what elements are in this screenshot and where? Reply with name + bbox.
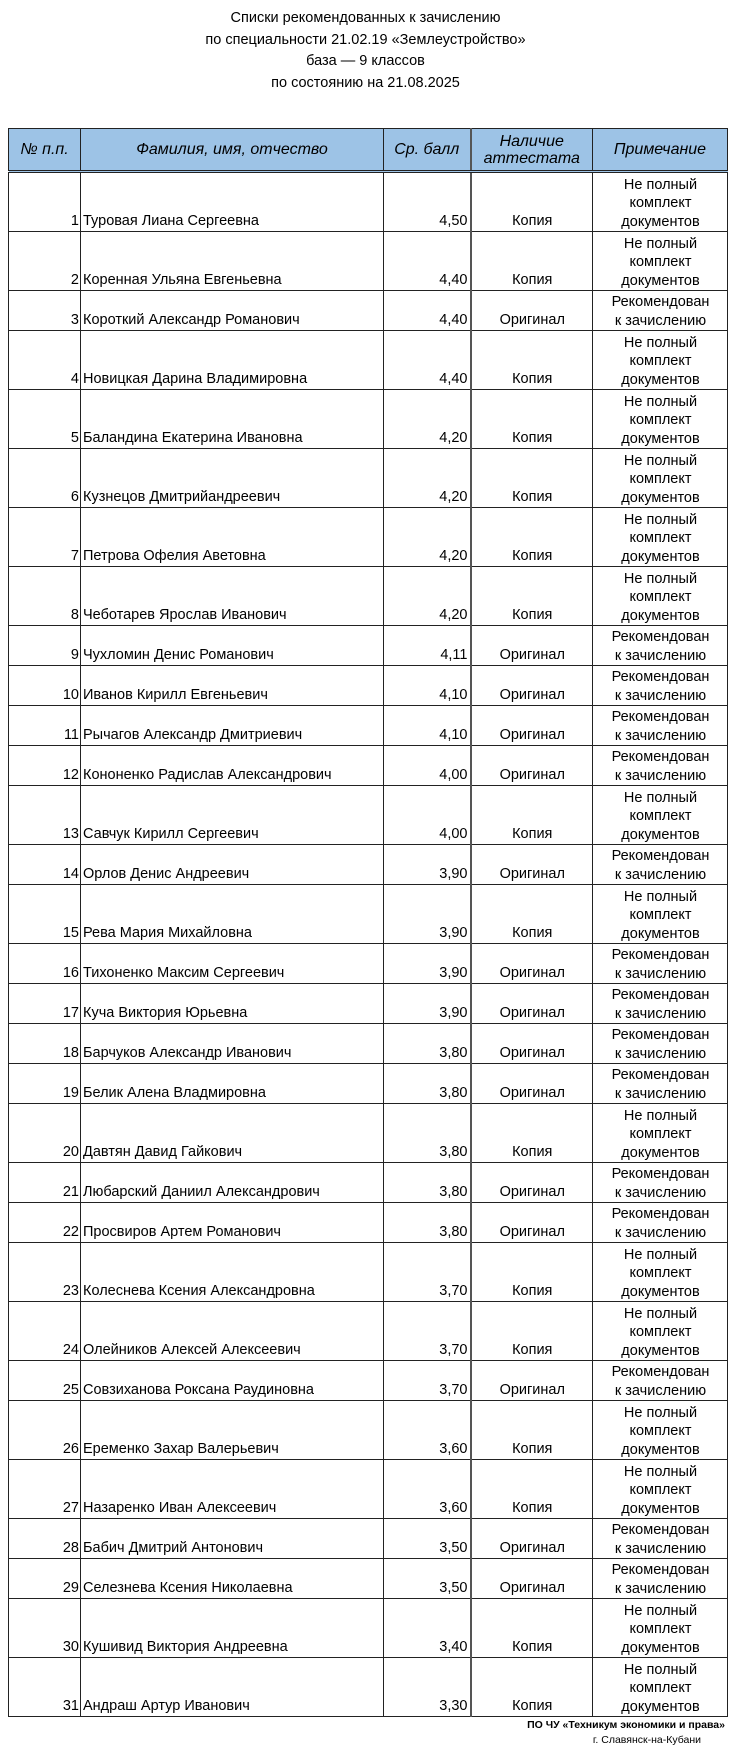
row-number: 29 <box>9 1559 81 1599</box>
row-average-score: 3,80 <box>384 1024 471 1064</box>
row-note <box>593 885 728 944</box>
table-row <box>9 1559 728 1599</box>
row-number: 20 <box>9 1104 81 1163</box>
row-attestat-status: Оригинал <box>471 626 593 666</box>
row-note-line: Рекомендован <box>611 629 710 645</box>
header-attestat-line2: аттестата <box>483 149 580 167</box>
title-line: по состоянию на 21.08.2025 <box>271 74 460 91</box>
row-note-line: Рекомендован <box>611 294 710 310</box>
row-note-line: комплект <box>629 412 692 428</box>
row-note-line: Рекомендован <box>611 749 710 765</box>
row-note-line: Не полный <box>623 1404 698 1421</box>
row-note <box>593 1401 728 1460</box>
row-note-line: комплект <box>629 1680 692 1696</box>
row-average-score: 3,90 <box>384 885 471 944</box>
row-full-name: Чухломин Денис Романович <box>81 626 384 666</box>
row-full-name: Селезнева Ксения Николаевна <box>81 1559 384 1599</box>
row-full-name: Кушивид Виктория Андреевна <box>81 1599 384 1658</box>
row-note-line: Рекомендован <box>611 1206 710 1222</box>
row-note <box>593 1243 728 1302</box>
row-full-name: Коренная Ульяна Евгеньевна <box>81 232 384 291</box>
row-attestat-status: Копия <box>471 567 593 626</box>
row-average-score: 3,90 <box>384 984 471 1024</box>
row-note-line: документов <box>621 548 700 565</box>
row-average-score: 3,80 <box>384 1104 471 1163</box>
table-row <box>9 666 728 706</box>
row-attestat-status: Копия <box>471 1460 593 1519</box>
row-note-line: Не полный <box>623 452 698 469</box>
row-average-score: 3,90 <box>384 845 471 885</box>
row-note-line: Не полный <box>623 888 698 905</box>
table-row <box>9 1243 728 1302</box>
row-note-line: к зачислению <box>614 687 707 704</box>
row-average-score: 3,40 <box>384 1599 471 1658</box>
row-note-line: документов <box>621 1698 700 1715</box>
row-attestat-status: Оригинал <box>471 1064 593 1104</box>
row-note-line: Рекомендован <box>611 1027 710 1043</box>
table-row <box>9 1599 728 1658</box>
row-number: 26 <box>9 1401 81 1460</box>
row-full-name: Бабич Дмитрий Антонович <box>81 1519 384 1559</box>
header-note: Примечание <box>593 129 728 172</box>
row-note-line: документов <box>621 272 700 289</box>
row-note-line: Рекомендован <box>611 848 710 864</box>
table-row <box>9 331 728 390</box>
row-attestat-status: Оригинал <box>471 706 593 746</box>
row-full-name: Рева Мария Михайловна <box>81 885 384 944</box>
row-average-score: 4,10 <box>384 706 471 746</box>
row-attestat-status: Копия <box>471 885 593 944</box>
row-note-line: Рекомендован <box>611 1522 710 1538</box>
header-num: № п.п. <box>9 129 81 172</box>
row-attestat-status: Копия <box>471 1401 593 1460</box>
table-row <box>9 567 728 626</box>
row-note-line: к зачислению <box>614 1005 707 1022</box>
row-average-score: 4,40 <box>384 291 471 331</box>
row-note-line: к зачислению <box>614 1540 707 1557</box>
row-full-name: Барчуков Александр Иванович <box>81 1024 384 1064</box>
row-number: 3 <box>9 291 81 331</box>
row-note <box>593 706 728 746</box>
row-note-line: Рекомендован <box>611 1166 710 1182</box>
header-attestat-line1: Наличие <box>499 132 564 150</box>
row-note-line: к зачислению <box>614 1045 707 1062</box>
row-full-name: Чеботарев Ярослав Иванович <box>81 567 384 626</box>
row-attestat-status: Копия <box>471 1658 593 1717</box>
row-full-name: Кузнецов Дмитрийандреевич <box>81 449 384 508</box>
row-note <box>593 1559 728 1599</box>
row-note-line: Рекомендован <box>611 1067 710 1083</box>
row-attestat-status: Копия <box>471 1104 593 1163</box>
row-note-line: к зачислению <box>614 1224 707 1241</box>
footer-organization: ПО ЧУ «Техникум экономики и права» <box>527 1719 725 1731</box>
row-attestat-status: Копия <box>471 172 593 232</box>
row-note-line: к зачислению <box>614 647 707 664</box>
row-full-name: Еременко Захар Валерьевич <box>81 1401 384 1460</box>
table-row <box>9 172 728 232</box>
row-attestat-status: Копия <box>471 1599 593 1658</box>
row-note-line: комплект <box>629 254 692 270</box>
row-full-name: Иванов Кирилл Евгеньевич <box>81 666 384 706</box>
row-number: 22 <box>9 1203 81 1243</box>
table-row <box>9 1163 728 1203</box>
applicants-table <box>8 128 728 1717</box>
row-number: 11 <box>9 706 81 746</box>
table-row <box>9 1519 728 1559</box>
row-note <box>593 1599 728 1658</box>
row-note-line: комплект <box>629 1324 692 1340</box>
row-average-score: 4,00 <box>384 786 471 845</box>
row-note <box>593 1519 728 1559</box>
row-note-line: к зачислению <box>614 1382 707 1399</box>
document-title <box>0 8 731 94</box>
row-average-score: 3,70 <box>384 1361 471 1401</box>
table-row <box>9 232 728 291</box>
row-average-score: 3,60 <box>384 1401 471 1460</box>
row-note-line: документов <box>621 925 700 942</box>
row-average-score: 3,70 <box>384 1302 471 1361</box>
row-average-score: 3,80 <box>384 1163 471 1203</box>
row-attestat-status: Оригинал <box>471 1519 593 1559</box>
row-full-name: Туровая Лиана Сергеевна <box>81 172 384 232</box>
row-average-score: 4,11 <box>384 626 471 666</box>
row-note <box>593 845 728 885</box>
row-note-line: Не полный <box>623 1661 698 1678</box>
row-note-line: Не полный <box>623 235 698 252</box>
table-row <box>9 885 728 944</box>
row-number: 14 <box>9 845 81 885</box>
row-number: 30 <box>9 1599 81 1658</box>
header-attestat <box>471 129 593 172</box>
row-number: 6 <box>9 449 81 508</box>
table-row <box>9 1361 728 1401</box>
table-row <box>9 390 728 449</box>
row-note-line: документов <box>621 213 700 230</box>
row-note <box>593 1460 728 1519</box>
row-average-score: 3,50 <box>384 1559 471 1599</box>
row-note <box>593 1203 728 1243</box>
row-note-line: Не полный <box>623 1305 698 1322</box>
row-attestat-status: Оригинал <box>471 746 593 786</box>
row-note <box>593 1024 728 1064</box>
row-number: 12 <box>9 746 81 786</box>
row-note-line: к зачислению <box>614 767 707 784</box>
row-average-score: 4,50 <box>384 172 471 232</box>
row-number: 23 <box>9 1243 81 1302</box>
title-line: по специальности 21.02.19 «Землеустройство» <box>205 31 526 48</box>
row-average-score: 3,80 <box>384 1064 471 1104</box>
row-note-line: комплект <box>629 808 692 824</box>
row-note <box>593 786 728 845</box>
row-full-name: Куча Виктория Юрьевна <box>81 984 384 1024</box>
row-note-line: документов <box>621 371 700 388</box>
row-note <box>593 1658 728 1717</box>
row-attestat-status: Копия <box>471 390 593 449</box>
row-attestat-status: Копия <box>471 449 593 508</box>
row-attestat-status: Оригинал <box>471 1163 593 1203</box>
row-note <box>593 1163 728 1203</box>
row-number: 21 <box>9 1163 81 1203</box>
row-full-name: Орлов Денис Андреевич <box>81 845 384 885</box>
row-note-line: к зачислению <box>614 727 707 744</box>
row-note-line: комплект <box>629 589 692 605</box>
row-average-score: 4,20 <box>384 449 471 508</box>
table-row <box>9 1104 728 1163</box>
row-number: 4 <box>9 331 81 390</box>
row-note-line: комплект <box>629 1482 692 1498</box>
row-average-score: 3,70 <box>384 1243 471 1302</box>
footer-city: г. Славянск-на-Кубани <box>592 1734 701 1746</box>
table-row <box>9 1203 728 1243</box>
table-row <box>9 508 728 567</box>
row-number: 19 <box>9 1064 81 1104</box>
title-line: база — 9 классов <box>306 53 425 69</box>
row-note <box>593 746 728 786</box>
row-full-name: Андраш Артур Иванович <box>81 1658 384 1717</box>
row-note-line: Рекомендован <box>611 1562 710 1578</box>
row-attestat-status: Оригинал <box>471 1203 593 1243</box>
table-row <box>9 1460 728 1519</box>
table-row <box>9 1064 728 1104</box>
row-average-score: 4,20 <box>384 390 471 449</box>
row-note-line: комплект <box>629 1423 692 1439</box>
row-attestat-status: Оригинал <box>471 984 593 1024</box>
row-attestat-status: Копия <box>471 232 593 291</box>
row-number: 1 <box>9 172 81 232</box>
row-note <box>593 1361 728 1401</box>
row-note-line: комплект <box>629 907 692 923</box>
row-note-line: Рекомендован <box>611 987 710 1003</box>
row-note-line: Рекомендован <box>611 669 710 685</box>
row-note <box>593 172 728 232</box>
row-number: 8 <box>9 567 81 626</box>
row-note-line: Не полный <box>623 334 698 351</box>
row-average-score: 4,40 <box>384 232 471 291</box>
footer <box>527 1718 725 1748</box>
row-note-line: документов <box>621 1283 700 1300</box>
row-note <box>593 390 728 449</box>
row-note-line: документов <box>621 489 700 506</box>
row-note-line: комплект <box>629 1265 692 1281</box>
table-row <box>9 944 728 984</box>
row-note <box>593 1064 728 1104</box>
row-note-line: комплект <box>629 1621 692 1637</box>
table-row <box>9 786 728 845</box>
row-number: 10 <box>9 666 81 706</box>
row-note-line: документов <box>621 1144 700 1161</box>
table-row <box>9 984 728 1024</box>
header-name: Фамилия, имя, отчество <box>81 129 384 172</box>
row-note <box>593 449 728 508</box>
row-note <box>593 232 728 291</box>
row-attestat-status: Оригинал <box>471 944 593 984</box>
table-row <box>9 706 728 746</box>
row-note-line: документов <box>621 826 700 843</box>
row-note-line: к зачислению <box>614 1184 707 1201</box>
row-attestat-status: Оригинал <box>471 1024 593 1064</box>
row-full-name: Баландина Екатерина Ивановна <box>81 390 384 449</box>
row-full-name: Давтян Давид Гайкович <box>81 1104 384 1163</box>
row-number: 7 <box>9 508 81 567</box>
row-note-line: к зачислению <box>614 965 707 982</box>
row-number: 2 <box>9 232 81 291</box>
row-number: 17 <box>9 984 81 1024</box>
row-note <box>593 567 728 626</box>
row-full-name: Колеснева Ксения Александровна <box>81 1243 384 1302</box>
row-note <box>593 666 728 706</box>
row-number: 27 <box>9 1460 81 1519</box>
row-attestat-status: Копия <box>471 508 593 567</box>
row-note <box>593 1302 728 1361</box>
row-note-line: к зачислению <box>614 312 707 329</box>
row-full-name: Савчук Кирилл Сергеевич <box>81 786 384 845</box>
row-number: 15 <box>9 885 81 944</box>
row-average-score: 4,40 <box>384 331 471 390</box>
row-attestat-status: Копия <box>471 1243 593 1302</box>
row-full-name: Рычагов Александр Дмитриевич <box>81 706 384 746</box>
row-note <box>593 984 728 1024</box>
table-body <box>9 172 728 1717</box>
title-line: Списки рекомендованных к зачислению <box>230 10 501 26</box>
table-row <box>9 1024 728 1064</box>
row-number: 28 <box>9 1519 81 1559</box>
row-average-score: 4,10 <box>384 666 471 706</box>
row-note <box>593 1104 728 1163</box>
row-average-score: 3,80 <box>384 1203 471 1243</box>
row-average-score: 3,50 <box>384 1519 471 1559</box>
row-note-line: комплект <box>629 471 692 487</box>
row-note-line: Не полный <box>623 570 698 587</box>
row-number: 13 <box>9 786 81 845</box>
row-full-name: Короткий Александр Романович <box>81 291 384 331</box>
table-row <box>9 845 728 885</box>
row-attestat-status: Копия <box>471 331 593 390</box>
row-note <box>593 944 728 984</box>
row-note-line: Не полный <box>623 789 698 806</box>
row-note-line: к зачислению <box>614 1085 707 1102</box>
row-note <box>593 508 728 567</box>
row-note-line: комплект <box>629 195 692 211</box>
table-row <box>9 449 728 508</box>
table-row <box>9 746 728 786</box>
row-note-line: документов <box>621 1639 700 1656</box>
row-full-name: Любарский Даниил Александрович <box>81 1163 384 1203</box>
row-note-line: Не полный <box>623 1246 698 1263</box>
table-row <box>9 1302 728 1361</box>
row-note-line: к зачислению <box>614 866 707 883</box>
row-average-score: 3,90 <box>384 944 471 984</box>
row-note-line: Не полный <box>623 1602 698 1619</box>
row-number: 16 <box>9 944 81 984</box>
row-note-line: документов <box>621 607 700 624</box>
row-number: 31 <box>9 1658 81 1717</box>
row-full-name: Кононенко Радислав Александрович <box>81 746 384 786</box>
row-note <box>593 626 728 666</box>
row-attestat-status: Копия <box>471 786 593 845</box>
row-full-name: Тихоненко Максим Сергеевич <box>81 944 384 984</box>
row-number: 25 <box>9 1361 81 1401</box>
header-avg: Ср. балл <box>384 129 471 172</box>
table-row <box>9 626 728 666</box>
row-number: 18 <box>9 1024 81 1064</box>
row-full-name: Петрова Офелия Аветовна <box>81 508 384 567</box>
row-note-line: Рекомендован <box>611 709 710 725</box>
row-note-line: Не полный <box>623 511 698 528</box>
row-attestat-status: Оригинал <box>471 1361 593 1401</box>
row-note-line: Не полный <box>623 176 698 193</box>
row-note <box>593 291 728 331</box>
row-average-score: 3,60 <box>384 1460 471 1519</box>
row-note-line: Рекомендован <box>611 1364 710 1380</box>
row-note-line: Не полный <box>623 1107 698 1124</box>
row-attestat-status: Оригинал <box>471 1559 593 1599</box>
row-full-name: Белик Алена Владмировна <box>81 1064 384 1104</box>
row-note-line: документов <box>621 1441 700 1458</box>
table-header-row <box>9 129 728 172</box>
row-full-name: Назаренко Иван Алексеевич <box>81 1460 384 1519</box>
row-full-name: Новицкая Дарина Владимировна <box>81 331 384 390</box>
row-note-line: документов <box>621 430 700 447</box>
row-note-line: документов <box>621 1500 700 1517</box>
table-row <box>9 1658 728 1717</box>
table-row <box>9 1401 728 1460</box>
row-average-score: 3,30 <box>384 1658 471 1717</box>
row-note-line: комплект <box>629 1126 692 1142</box>
row-average-score: 4,20 <box>384 508 471 567</box>
row-note <box>593 331 728 390</box>
row-full-name: Просвиров Артем Романович <box>81 1203 384 1243</box>
row-number: 24 <box>9 1302 81 1361</box>
row-note-line: к зачислению <box>614 1580 707 1597</box>
row-attestat-status: Копия <box>471 1302 593 1361</box>
row-full-name: Олейников Алексей Алексеевич <box>81 1302 384 1361</box>
row-number: 9 <box>9 626 81 666</box>
row-note-line: Не полный <box>623 393 698 410</box>
row-note-line: Не полный <box>623 1463 698 1480</box>
row-average-score: 4,20 <box>384 567 471 626</box>
row-note-line: документов <box>621 1342 700 1359</box>
row-full-name: Совзиханова Роксана Раудиновна <box>81 1361 384 1401</box>
row-average-score: 4,00 <box>384 746 471 786</box>
row-note-line: Рекомендован <box>611 947 710 963</box>
row-attestat-status: Оригинал <box>471 845 593 885</box>
row-number: 5 <box>9 390 81 449</box>
row-attestat-status: Оригинал <box>471 291 593 331</box>
row-attestat-status: Оригинал <box>471 666 593 706</box>
table-row <box>9 291 728 331</box>
row-note-line: комплект <box>629 353 692 369</box>
row-note-line: комплект <box>629 530 692 546</box>
